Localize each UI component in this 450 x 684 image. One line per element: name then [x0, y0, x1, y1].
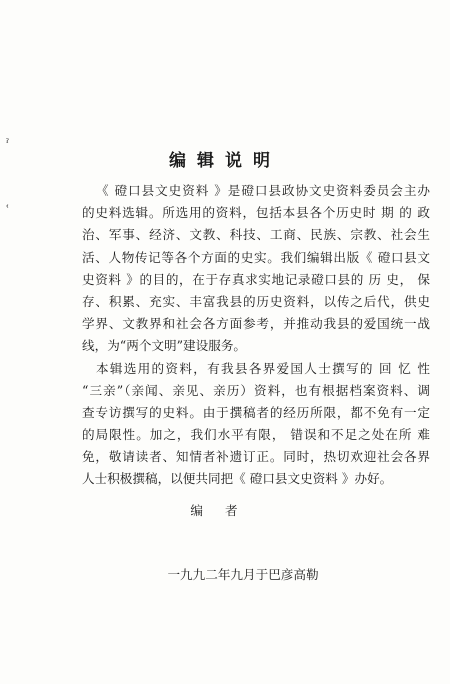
paragraph-1 — [82, 180, 430, 358]
text-line: 的史料选辑。所选用的资料，包括本县各个历史时 期 的 政 — [82, 205, 430, 221]
text-line: 活、人物传记等各个方面的史实。我们编辑出版《 磴口县文 — [82, 249, 430, 265]
text-line: 史资料 》的目的，在于存真求实地记录磴口县的 历 史， 保 — [82, 271, 430, 287]
text-line: 治、军事、经济、文教、科技、工商、民族、宗教、社会生 — [82, 227, 430, 243]
text-line: 查专访撰写的史料。由于撰稿者的经历所限，都不免有一定 — [82, 404, 430, 420]
margin-mark: ʿ — [6, 203, 10, 216]
text-line: 本辑选用的资料，有我县各界爱国人士撰写的 回 忆 性 — [96, 360, 430, 376]
editorial-body — [82, 180, 430, 491]
margin-mark: ˀ — [6, 137, 10, 150]
text-line: “三亲”（亲闻、亲见、亲历）资料，也有根据档案资料、调 — [82, 382, 430, 398]
text-line: 线，为“两个文明”建设服务。 — [82, 338, 247, 354]
text-line: 免，敬请读者、知情者补遗订正。同时，热切欢迎社会各界 — [82, 449, 430, 465]
paragraph-2 — [82, 358, 430, 491]
text-line: 《 磴口县文史资料 》是磴口县政协文史资料委员会主办 — [96, 183, 430, 198]
date-line: 一九九二年九月于巴彦高勒 — [167, 567, 319, 582]
page-title: 编辑说明 — [169, 151, 281, 171]
text-line: 的局限性。加之，我们水平有限， 错误和不足之处在所 难 — [82, 427, 430, 443]
text-line: 学界、文教界和社会各方面参考，并推动我县的爱国统一战 — [82, 316, 430, 332]
text-line: 人士积极撰稿，以便共同把《 磴口县文史资料 》办好。 — [82, 471, 393, 487]
author-signature: 编者 — [190, 503, 260, 518]
text-line: 存、积累、充实、丰富我县的历史资料，以传之后代，供史 — [82, 293, 430, 309]
